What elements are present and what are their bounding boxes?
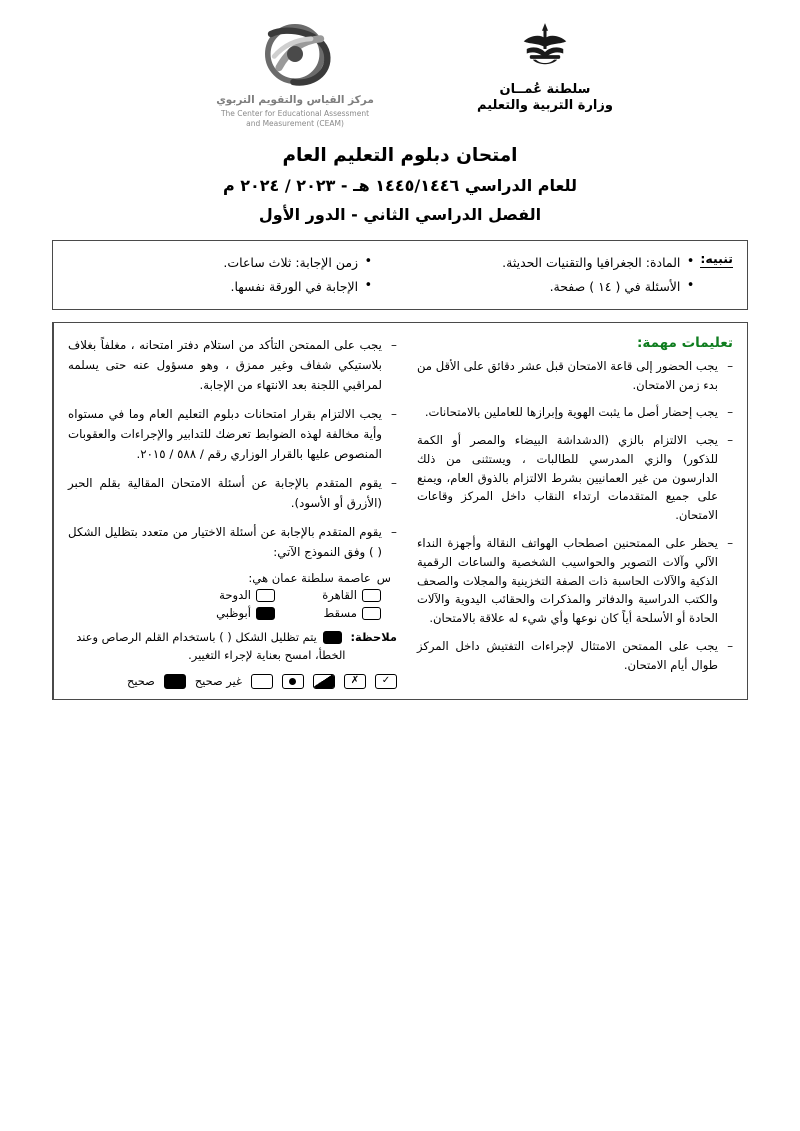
notice-left-column [67, 251, 382, 299]
option-bubble-empty-icon[interactable] [256, 589, 275, 602]
legend-empty-oval-icon [251, 674, 273, 689]
exam-term: الفصل الدراسي الثاني - الدور الأول [258, 205, 542, 225]
rule-item: – يقوم المتقدم بالإجابة عن أسئلة الامتحان المقالية بقلم الحبر (الأزرق أو الأسود). [68, 473, 397, 513]
sample-option[interactable] [203, 588, 275, 602]
instructions-title: تعليمات مهمة: [636, 334, 733, 351]
ministry-logo-block [470, 18, 620, 113]
shading-note-label: ملاحظة: [350, 630, 397, 645]
important-instructions-column [407, 323, 747, 699]
instruction-item: – يجب إحضار أصل ما يثبت الهوية وإبرازها للعاملين بالامتحانات. [417, 403, 733, 422]
exam-academic-year: للعام الدراسي ١٤٤٥/١٤٤٦ هـ - ٢٠٢٣ / ٢٠٢٤ م [222, 176, 578, 196]
rule-item-shading [68, 522, 397, 562]
sample-option-label: أبوظبي [216, 606, 251, 621]
legend-check-mark-icon: ✓ [375, 674, 397, 689]
instruction-item: – يجب على الممتحن الامتثال لإجراءات التفتيش داخل المركز طوال أيام الامتحان. [417, 637, 733, 675]
notice-time-list [223, 251, 372, 299]
ministry-line1: سلطنة عُمــان [499, 82, 591, 97]
notice-right-column [382, 251, 733, 299]
sample-option-label: الدوحة [219, 588, 251, 603]
legend-dot-center-icon [282, 674, 304, 689]
sample-option[interactable] [309, 606, 381, 620]
ceam-name-arabic: مركز القياس والتقويم التربوي [216, 94, 374, 106]
sample-question-marker: س [376, 571, 391, 586]
rules-column [53, 323, 407, 699]
legend-filled-oval-icon [164, 674, 186, 689]
page-header [0, 0, 800, 129]
notice-item-duration: • زمن الإجابة: ثلاث ساعات. [223, 251, 372, 275]
oman-national-emblem-icon [507, 18, 583, 80]
shading-note-body: يتم تظليل الشكل ( ) باستخدام القلم الرصاص وعند الخطأ، امسح بعناية لإجراء التغيير. [76, 630, 346, 663]
notice-label: تنبيه: [700, 251, 733, 267]
note-bubble-filled-icon [323, 631, 342, 644]
legend-half-shaded-icon [313, 674, 335, 689]
sample-option[interactable] [309, 588, 381, 602]
shading-note [68, 628, 397, 665]
notice-item-answer-location: • الإجابة في الورقة نفسها. [223, 275, 372, 299]
sample-option-label: مسقط [323, 606, 357, 621]
rule-item: – يجب على الممتحن التأكد من استلام دفتر امتحانه ، مغلفاً بغلاف بلاستيكي شفاف وغير ممزق ، وهو مسؤول عنه حتى يسلمه لمراقبي اللجنة بعد الانتهاء من الإجابة. [68, 335, 397, 395]
notice-item-pages: • الأسئلة في ( ١٤ ) صفحة. [502, 275, 694, 299]
sample-option-row [68, 606, 381, 620]
legend-cross-mark-icon: ✗ [344, 674, 366, 689]
sample-question-text: عاصمة سلطنة عمان هي: [248, 571, 371, 586]
instructions-list [417, 357, 733, 675]
notice-subject-list [502, 251, 694, 299]
marking-legend [68, 674, 397, 689]
option-bubble-empty-icon[interactable] [362, 589, 381, 602]
legend-incorrect-label: غير صحيح [194, 674, 242, 689]
legend-correct-label: صحيح [127, 674, 155, 689]
sample-option-row [68, 588, 381, 602]
option-bubble-filled-icon[interactable] [256, 607, 275, 620]
sample-options [68, 588, 391, 620]
instructions-box [52, 322, 748, 700]
ceam-name-english [221, 109, 369, 129]
sample-question-line [68, 571, 391, 585]
option-bubble-empty-icon[interactable] [362, 607, 381, 620]
ministry-line2: وزارة التربية والتعليم [477, 98, 613, 113]
instruction-item: – يجب الحضور إلى قاعة الامتحان قبل عشر دقائق على الأقل من بدء زمن الامتحان. [417, 357, 733, 395]
rules-list [68, 335, 397, 562]
exam-title: امتحان دبلوم التعليم العام [282, 145, 518, 167]
sample-question [68, 571, 397, 620]
ceam-name-english-line1: The Center for Educational Assessment [220, 109, 370, 118]
shading-sample-block [68, 571, 397, 689]
instruction-item: – يحظر على الممتحنين اصطحاب الهواتف النقالة وأجهزة النداء الآلي وآلات التصوير والحواسيب الشخصية والساعات الرقمية الذكية والآلات الحاسبة ذات الصفة التخزينية والمجلات والصحف والكتب الدراسية والدفاتر والمذكرات والحقائب اليدوية والآلات الحادة أو الأسلحة أياً كان نوعها وأي شيء له علاقة بالامتحان. [417, 534, 733, 628]
notice-item-subject: • المادة: الجغرافيا والتقنيات الحديثة. [502, 251, 694, 275]
notice-box [52, 240, 748, 310]
exam-titles [0, 145, 800, 224]
shading-note-text [68, 628, 345, 665]
ceam-swirl-logo-icon [247, 18, 343, 90]
rule-item: – يجب الالتزام بقرار امتحانات دبلوم التعليم العام وما في مستواه وأية مخالفة لهذه الضوابط تعرضك للتدابير والإجراءات والعقوبات المنصوص عليها بالقرار الوزاري رقم / ٥٨٨ / ٢٠١٥. [68, 404, 397, 464]
ceam-name-english-line2: and Measurement (CEAM) [246, 119, 344, 129]
ceam-logo-block [180, 18, 410, 129]
instruction-item: – يجب الالتزام بالزي (الدشداشة البيضاء والمصر أو الكمة للذكور) والزي المدرسي للطالبات ، ويستثنى من ذلك الدارسون من غير العمانيين بشرط الالتزام بالذوق العام، ويمنع على جميع المتقدمات ارتداء النقاب داخل المركز وقاعات الامتحان. [417, 431, 733, 525]
sample-option-selected[interactable] [203, 606, 275, 620]
rule-item-shading-text: يقوم المتقدم بالإجابة عن أسئلة الاختيار من متعدد بتظليل الشكل ( ) وفق النموذج الآتي: [68, 525, 382, 560]
sample-option-label: القاهرة [322, 588, 357, 603]
